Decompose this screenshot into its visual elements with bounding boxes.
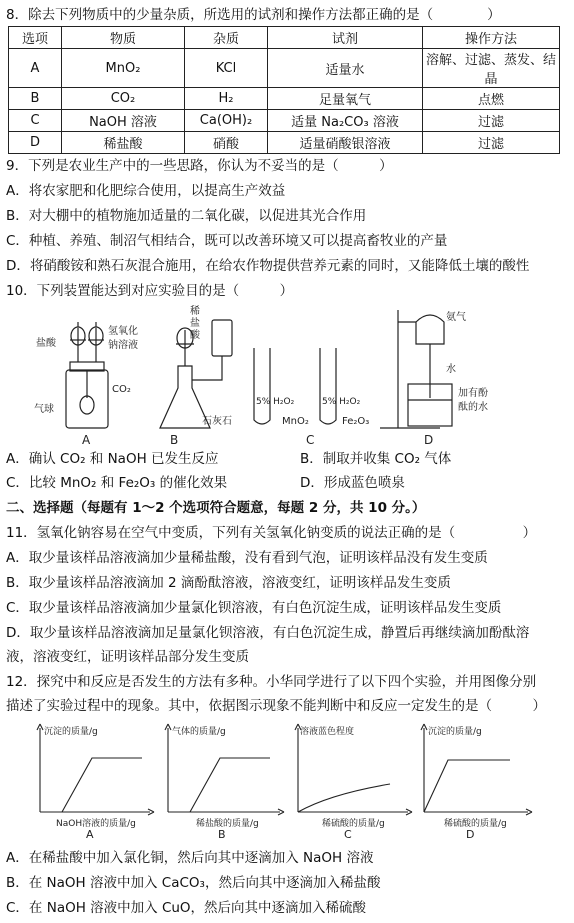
table-cell: 适量硝酸银溶液 (268, 132, 423, 154)
table-cell: D (9, 132, 62, 154)
table-row (9, 88, 560, 110)
caption-a: A (82, 433, 91, 447)
table-cell: 点燃 (423, 88, 560, 110)
table-cell: CO₂ (62, 88, 185, 110)
caption-d: D (424, 433, 434, 447)
table-cell: NaOH 溶液 (62, 110, 185, 132)
table-cell: 溶解、过滤、蒸发、结晶 (423, 49, 560, 88)
q10-option-b: B．制取并收集 CO₂ 气体 (300, 451, 452, 467)
table-cell: 过滤 (423, 132, 560, 154)
graph-c-xlabel: 稀硫酸的质量/g (322, 819, 385, 829)
label-limestone: 石灰石 (202, 416, 232, 427)
q9-stem: 9．下列是农业生产中的一些思路，你认为不妥当的是（ ） (6, 158, 393, 174)
q12-option-c: C．在 NaOH 溶液中加入 CuO，然后向其中逐滴加入稀硫酸 (6, 900, 367, 916)
q11-stem: 11．氢氧化钠容易在空气中变质，下列有关氢氧化钠变质的说法正确的是（ ） (6, 525, 537, 541)
table-cell: 稀盐酸 (62, 132, 185, 154)
graph-a-caption: A (86, 828, 94, 841)
label-h2o2-left: 5% H₂O₂ (256, 397, 295, 407)
table-cell: 适量水 (268, 49, 423, 88)
table-cell: H₂ (185, 88, 268, 110)
graph-a-xlabel: NaOH溶液的质量/g (56, 819, 136, 829)
label-dilute-2: 盐 (190, 318, 200, 329)
label-co2: CO₂ (112, 384, 131, 395)
label-dilute-1: 稀 (190, 306, 200, 317)
q12-option-b: B．在 NaOH 溶液中加入 CaCO₃，然后向其中逐滴加入稀盐酸 (6, 875, 381, 891)
caption-c: C (306, 433, 315, 447)
section2-heading: 二、选择题（每题有 1～2 个选项符合题意，每题 2 分，共 10 分。） (6, 500, 426, 516)
q12-stem-line1: 12．探究中和反应是否发生的方法有多种。小华同学进行了以下四个实验，并用图像分别 (6, 674, 537, 690)
graph-b-xlabel: 稀盐酸的质量/g (196, 819, 259, 829)
q11-option-d: D．取少量该样品溶液滴加足量氯化钡溶液，有白色沉淀生成，静置后再继续滴加酚酞溶 (6, 625, 530, 641)
table-header: 杂质 (185, 27, 268, 49)
q10-apparatus-figure (0, 300, 574, 448)
q10-option-a: A．确认 CO₂ 和 NaOH 已发生反应 (6, 451, 219, 467)
table-row (9, 132, 560, 154)
graph-c-ylabel: 溶液蓝色程度 (300, 727, 355, 737)
table-cell: 足量氧气 (268, 88, 423, 110)
q9-option-b: B．对大棚中的植物施加适量的二氧化碳，以促进其光合作用 (6, 208, 367, 224)
graph-b-ylabel: 气体的质量/g (172, 727, 226, 737)
label-fe2o3: Fe₂O₃ (342, 416, 370, 427)
caption-b: B (170, 433, 179, 447)
q11-option-b: B．取少量该样品溶液滴加 2 滴酚酞溶液，溶液变红，证明该样品发生变质 (6, 575, 451, 591)
graph-a-ylabel: 沉淀的质量/g (44, 727, 98, 737)
label-balloon: 气球 (34, 404, 54, 415)
table-cell: KCl (185, 49, 268, 88)
label-mno2: MnO₂ (282, 416, 309, 427)
table-header: 试剂 (268, 27, 423, 49)
label-naoh-1: 氢氧化 (108, 326, 138, 337)
table-cell: C (9, 110, 62, 132)
label-dilute-3: 酸 (190, 330, 200, 341)
graph-d-caption: D (466, 828, 475, 841)
table-row (9, 110, 560, 132)
q11-option-d-cont: 液，溶液变红，证明该样品部分发生变质 (6, 649, 249, 665)
graph-b-caption: B (218, 828, 226, 841)
label-ammonia: 氨气 (446, 312, 466, 323)
q12-option-a: A．在稀盐酸中加入氯化铜，然后向其中逐滴加入 NaOH 溶液 (6, 850, 374, 866)
q9-option-a: A．将农家肥和化肥综合使用，以提高生产效益 (6, 183, 286, 199)
table-header: 选项 (9, 27, 62, 49)
q11-option-c: C．取少量该样品溶液滴加少量氯化钡溶液，有白色沉淀生成，证明该样品发生变质 (6, 600, 502, 616)
table-cell: MnO₂ (62, 49, 185, 88)
q10-stem: 10．下列装置能达到对应实验目的是（ ） (6, 283, 294, 299)
table-cell: 硝酸 (185, 132, 268, 154)
label-hcl: 盐酸 (36, 338, 56, 349)
table-cell: 过滤 (423, 110, 560, 132)
q9-option-d: D．将硝酸铵和熟石灰混合施用，在给农作物提供营养元素的同时，又能降低土壤的酸性 (6, 258, 530, 274)
q10-option-d: D．形成蓝色喷泉 (300, 475, 405, 491)
q8-stem: 8．除去下列物质中的少量杂质，所选用的试剂和操作方法都正确的是（ ） (6, 7, 501, 23)
q11-option-a: A．取少量该样品溶液滴加少量稀盐酸，没有看到气泡，证明该样品没有发生变质 (6, 550, 488, 566)
table-cell: 适量 Na₂CO₃ 溶液 (268, 110, 423, 132)
table-cell: Ca(OH)₂ (185, 110, 268, 132)
table-header: 操作方法 (423, 27, 560, 49)
table-header: 物质 (62, 27, 185, 49)
table-cell: B (9, 88, 62, 110)
q8-table (8, 26, 560, 154)
label-phenol-1: 加有酚 (458, 388, 488, 399)
label-h2o2-right: 5% H₂O₂ (322, 397, 361, 407)
q9-option-c: C．种植、养殖、制沼气相结合，既可以改善环境又可以提高畜牧业的产量 (6, 233, 448, 249)
q12-stem-line2: 描述了实验过程中的现象。其中，依据图示现象不能判断中和反应一定发生的是（ ） (6, 698, 546, 714)
label-phenol-2: 酞的水 (458, 402, 488, 413)
table-header-row (9, 27, 560, 49)
graph-d-ylabel: 沉淀的质量/g (428, 727, 482, 737)
table-row (9, 49, 560, 88)
q10-option-c: C．比较 MnO₂ 和 Fe₂O₃ 的催化效果 (6, 475, 228, 491)
label-water: 水 (446, 364, 456, 375)
table-cell: A (9, 49, 62, 88)
graph-d-xlabel: 稀硫酸的质量/g (444, 819, 507, 829)
graph-c-caption: C (344, 828, 352, 841)
label-naoh-2: 钠溶液 (108, 340, 138, 351)
q12-graphs-figure (0, 720, 574, 842)
